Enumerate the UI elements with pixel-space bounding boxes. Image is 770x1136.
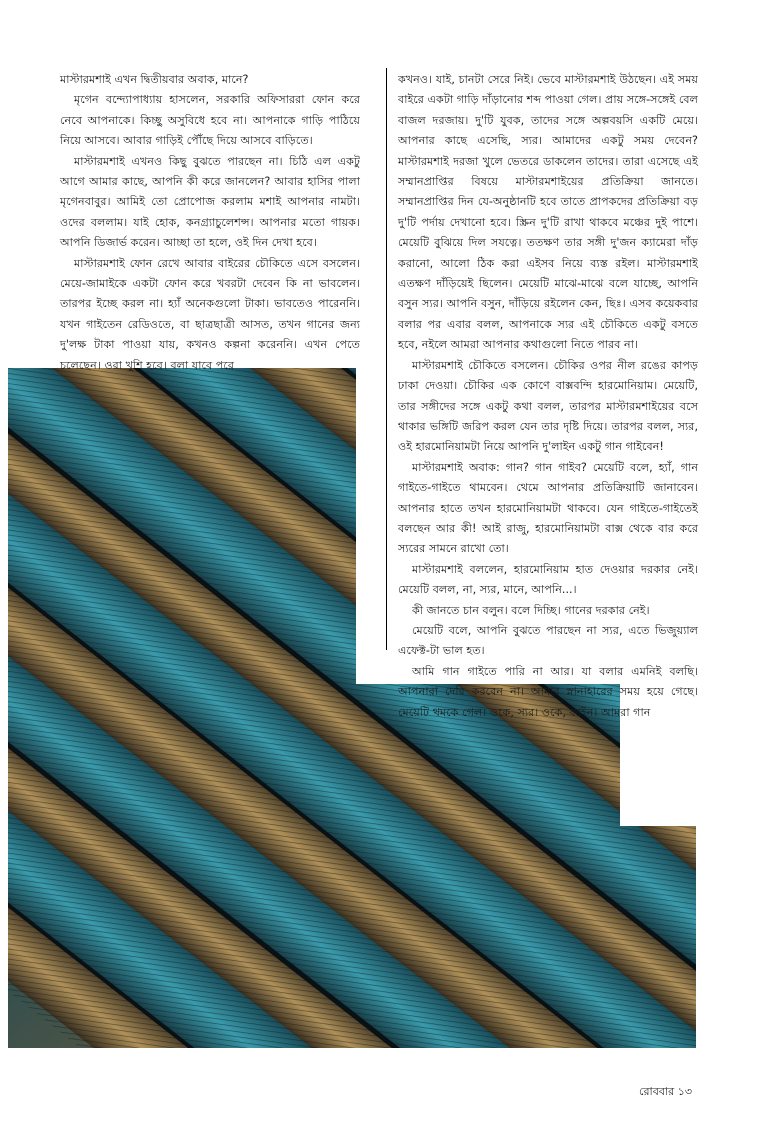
- column-divider: [386, 68, 387, 650]
- paragraph: মাস্টারমশাই অবাক: গান? গান গাইব? মেয়েটি বলে, হ্যাঁ, গান গাইতে-গাইতে থামবেন। থেমে আপনার প্রতিক্রিয়াটি জানাবেন। আপনার হাতে তখন হারমোনিয়ামটা থাকবে। যেন গাইতে-গাইতেই বলছেন আর কী! আই রাজু, হারমোনিয়ামটা বাক্স থেকে বার করে স্যরের সামনে রাখো তো।: [398, 460, 698, 556]
- article-column-right: [398, 70, 698, 723]
- paragraph: মৃগেন বন্দ্যোপাধ্যায় হাসলেন, সরকারি অফিসাররা ফোন করে নেবে আপনাকে। কিচ্ছু অসুবিধে হবে না। আপনাকে গাড়ি পাঠিয়ে নিয়ে আসবে। আবার গাড়িই পৌঁছে দিয়ে আসবে বাড়িতে।: [60, 93, 360, 148]
- paragraph: কী জানতে চান বলুন। বলে দিচ্ছি। গানের দরকার নেই।: [412, 603, 650, 617]
- paragraph: মাস্টারমশাই চৌকিতে বসলেন। চৌকির ওপর নীল রঙের কাপড় ঢাকা দেওয়া। চৌকির এক কোণে বাক্সবন্দি হারমোনিয়াম। মেয়েটি, তার সঙ্গীদের সঙ্গে একটু কথা বলল, তারপর মাস্টারমশাইয়ের বসে থাকার ভঙ্গিটি জরিপ করল যেন তার দৃষ্টি দিয়ে। তারপর বলল, স্যর, ওই হারমোনিয়ামটা নিয়ে আপনি দু'লাইন একটু গান গাইবেন!: [398, 358, 698, 454]
- page-footer: রোববার ১৩: [639, 1085, 692, 1098]
- paragraph: মাস্টারমশাই বললেন, হারমোনিয়াম হাত দেওয়ার দরকার নেই। মেয়েটি বলল, না, স্যর, মানে, আপনি...।: [398, 562, 698, 597]
- paragraph: মাস্টারমশাই ফোন রেখে আবার বাইরের চৌকিতে এসে বসলেন। মেয়ে-জামাইকে একটা ফোন করে খবরটা দেবেন কি না ভাবলেন। তারপর ইচ্ছে করল না। হ্যাঁ অনেকগুলো টাকা। ভাবতেও পারেননি। যখন গাইতেন রেডিওতে, বা ছাত্রছাত্রী আসত, তখন গানের জন্য দু'লক্ষ টাকা পাওয়া যায়, কখনও কল্পনা করেননি। এখন পেতে চলেছেন। ওরা খুশি হবে। বলা যাবে পরে: [60, 256, 360, 372]
- paragraph: আমি গান গাইতে পারি না আর। যা বলার এমনিই বলছি। আপনারা দেরি করবেন না। আমার স্নানাহারের সময় হয়ে গেছে। মেয়েটি থমকে গেল। ওকে, স্যর। ওকে, ফাইন। আমরা গান: [398, 664, 698, 719]
- paragraph: মাস্টারমশাই এখনও কিছু বুঝতে পারছেন না। চিঠি এল একটু আগে আমার কাছে, আপনি কী করে জানলেন? আবার হাসির পালা মৃগেনবাবুর। আমিই তো প্রোপোজ করলাম মশাই আপনার নামটা। ওদের বললাম। যাই হোক, কনগ্র্যাচুলেশন্স। আপনার মতো গায়ক। আপনি ডিজার্ভ করেন। আচ্ছা তা হলে, ওই দিন দেখা হবে।: [60, 154, 360, 250]
- paragraph: মাস্টারমশাই এখন দ্বিতীয়বার অবাক, মানে?: [60, 73, 249, 86]
- paragraph: মেয়েটি বলে, আপনি বুঝতে পারছেন না স্যর, এতে ভিজুয়্যাল এফেক্ট-টা ভাল হত।: [398, 623, 698, 658]
- article-column-left: [60, 70, 360, 376]
- paragraph: কখনও। যাই, চানটা সেরে নিই। ভেবে মাস্টারমশাই উঠছেন। এই সময় বাইরে একটা গাড়ি দাঁড়ানোর শব্দ পাওয়া গেল। প্রায় সঙ্গে-সঙ্গেই বেল বাজল দরজায়। দু'টি যুবক, তাদের সঙ্গে অল্পবয়সি একটি মেয়ে। আপনার কাছে এসেছি, স্যর। আমাদের একটু সময় দেবেন? মাস্টারমশাই দরজা খুলে ভেতরে ডাকলেন তাদের। তারা এসেছে এই সম্মানপ্রাপ্তির বিষয়ে মাস্টারমশাইয়ের প্রতিক্রিয়া জানতে। সম্মানপ্রাপ্তির দিন যে-অনুষ্ঠানটি হবে তাতে প্রাপকদের প্রতিক্রিয়া বড় দু'টি পর্দায় দেখানো হবে। স্ক্রিন দু'টি রাখা থাকবে মঞ্চের দুই পাশে। মেয়েটি বুঝিয়ে দিল সযত্নে। ততক্ষণ তার সঙ্গী দু'জন ক্যামেরা দাঁড় করানো, আলো ঠিক করা এইসব নিয়ে ব্যস্ত রইল। মাস্টারমশাই এতক্ষণ দাঁড়িয়েই ছিলেন। মেয়েটি মাঝে-মাঝে বলে যাচ্ছে, আপনি বসুন স্যর। আপনি বসুন, দাঁড়িয়ে রইলেন কেন, ছিঃ। এসব কয়েকবার বলার পর এবার বলল, আপনাকে স্যর এই চৌকিতে একটু বসতে হবে, নইলে আমরা আপনার কথাগুলো নিতে পারব না।: [398, 73, 698, 352]
